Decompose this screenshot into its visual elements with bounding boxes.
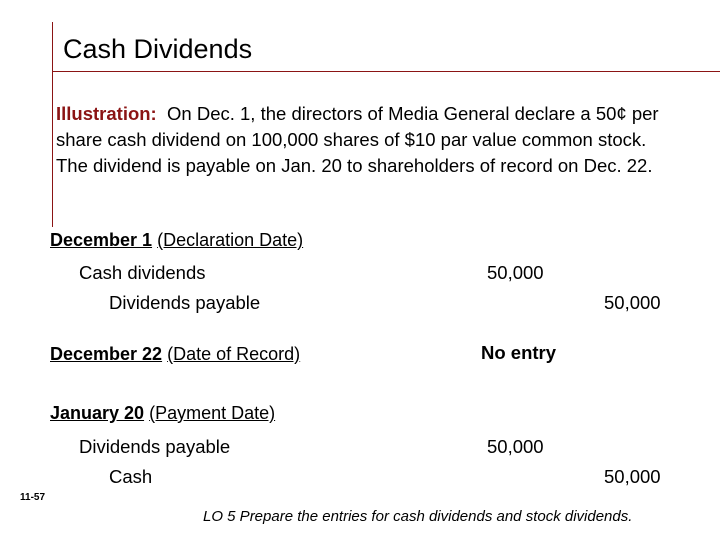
entry-date: January 20	[50, 403, 145, 423]
illustration-text: On Dec. 1, the directors of Media General declare a 50¢ per share cash dividend on 100,000 shares of $10 par value common stock. The dividend is payable on Jan. 20 to shareholders of record on Dec. 22.	[56, 103, 659, 176]
entry-date-heading	[50, 230, 303, 251]
horizontal-accent-line	[52, 71, 720, 72]
entry-date-heading	[50, 403, 275, 424]
learning-objective: LO 5 Prepare the entries for cash dividends and stock dividends.	[203, 508, 633, 525]
debit-account: Cash dividends	[79, 262, 206, 283]
slide-number: 11-57	[20, 492, 46, 503]
entry-date: December 22	[50, 344, 163, 364]
debit-amount: 50,000	[487, 436, 544, 457]
vertical-accent-line	[52, 22, 53, 227]
credit-amount: 50,000	[604, 292, 661, 313]
entry-date-heading	[50, 344, 300, 365]
debit-account: Dividends payable	[79, 436, 231, 457]
entry-date-description: (Declaration Date)	[157, 230, 304, 250]
illustration-paragraph	[56, 101, 676, 179]
no-entry-note: No entry	[481, 342, 557, 363]
credit-account: Cash	[109, 466, 153, 487]
credit-amount: 50,000	[604, 466, 661, 487]
entry-date-description: (Date of Record)	[167, 344, 301, 364]
entry-date: December 1	[50, 230, 153, 250]
illustration-label: Illustration:	[56, 103, 157, 124]
entry-date-description: (Payment Date)	[149, 403, 276, 423]
page-title: Cash Dividends	[63, 34, 253, 64]
credit-account: Dividends payable	[109, 292, 261, 313]
debit-amount: 50,000	[487, 262, 544, 283]
